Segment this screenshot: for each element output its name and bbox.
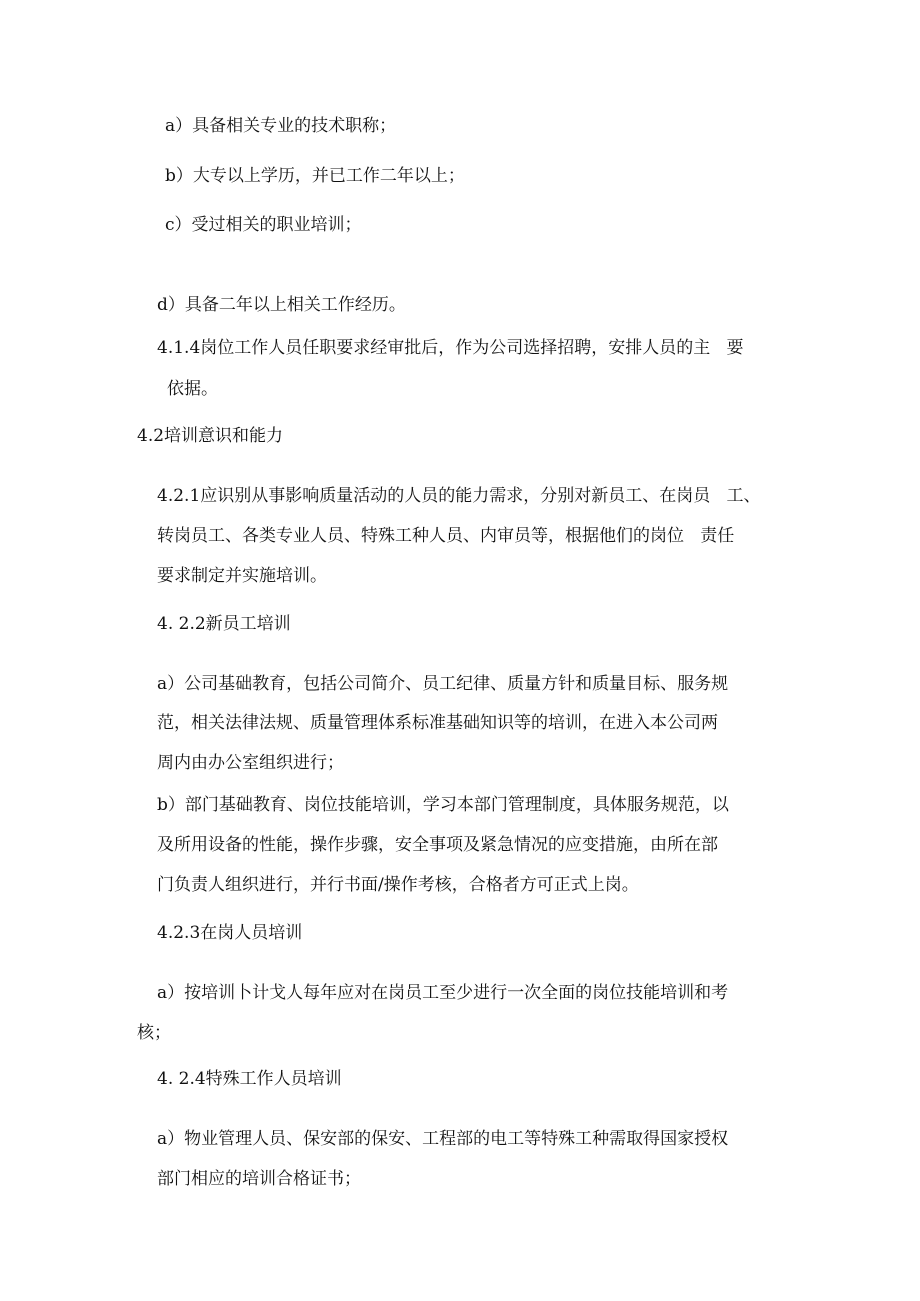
requirement-a: a）具备相关专业的技术职称； [165, 116, 397, 136]
section-4-2-3-a-line-1: a）按培训卜计戈人每年应对在岗员工至少进行一次全面的岗位技能培训和考 [157, 983, 729, 1003]
requirement-d: d）具备二年以上相关工作经历。 [157, 295, 406, 315]
section-heading-4-2-2: 4. 2.2新员工培训 [157, 614, 291, 634]
section-4-2-2-b-line-2: 及所用设备的性能，操作步骤，安全事项及紧急情况的应变措施，由所在部 [157, 835, 718, 855]
section-4-1-4-line-2: 依据。 [167, 379, 218, 399]
section-4-2-2-b-line-1: b）部门基础教育、岗位技能培训，学习本部门管理制度，具体服务规范，以 [157, 795, 729, 815]
section-4-2-1-line-2: 转岗员工、各类专业人员、特殊工种人员、内审员等，根据他们的岗位 责任 [157, 526, 735, 546]
section-heading-4-2: 4.2培训意识和能力 [137, 426, 284, 446]
requirement-b: b）大专以上学历，并已工作二年以上； [165, 166, 465, 186]
section-4-2-2-a-line-1: a）公司基础教育，包括公司简介、员工纪律、质量方针和质量目标、服务规 [157, 674, 729, 694]
section-4-2-1-line-1: 4.2.1应识别从事影响质量活动的人员的能力需求，分别对新员工、在岗员 工、 [157, 486, 761, 506]
section-4-2-2-b-line-3: 门负责人组织进行，并行书面/操作考核，合格者方可正式上岗。 [157, 875, 639, 895]
section-4-2-1-line-3: 要求制定并实施培训。 [157, 566, 327, 586]
section-4-2-4-a-line-2: 部门相应的培训合格证书； [157, 1169, 361, 1189]
section-4-2-2-a-line-3: 周内由办公室组织进行； [157, 753, 344, 773]
requirement-c: c）受过相关的职业培训； [165, 215, 362, 235]
section-4-2-4-a-line-1: a）物业管理人员、保安部的保安、工程部的电工等特殊工种需取得国家授权 [157, 1129, 729, 1149]
section-heading-4-2-4: 4. 2.4特殊工作人员培训 [157, 1069, 342, 1089]
section-4-1-4-line-1: 4.1.4岗位工作人员任职要求经审批后，作为公司选择招聘，安排人员的主 要 [157, 338, 744, 358]
section-4-2-3-a-line-2: 核； [137, 1023, 171, 1043]
section-4-2-2-a-line-2: 范，相关法律法规、质量管理体系标准基础知识等的培训，在进入本公司两 [157, 713, 718, 733]
section-heading-4-2-3: 4.2.3在岗人员培训 [157, 923, 303, 943]
